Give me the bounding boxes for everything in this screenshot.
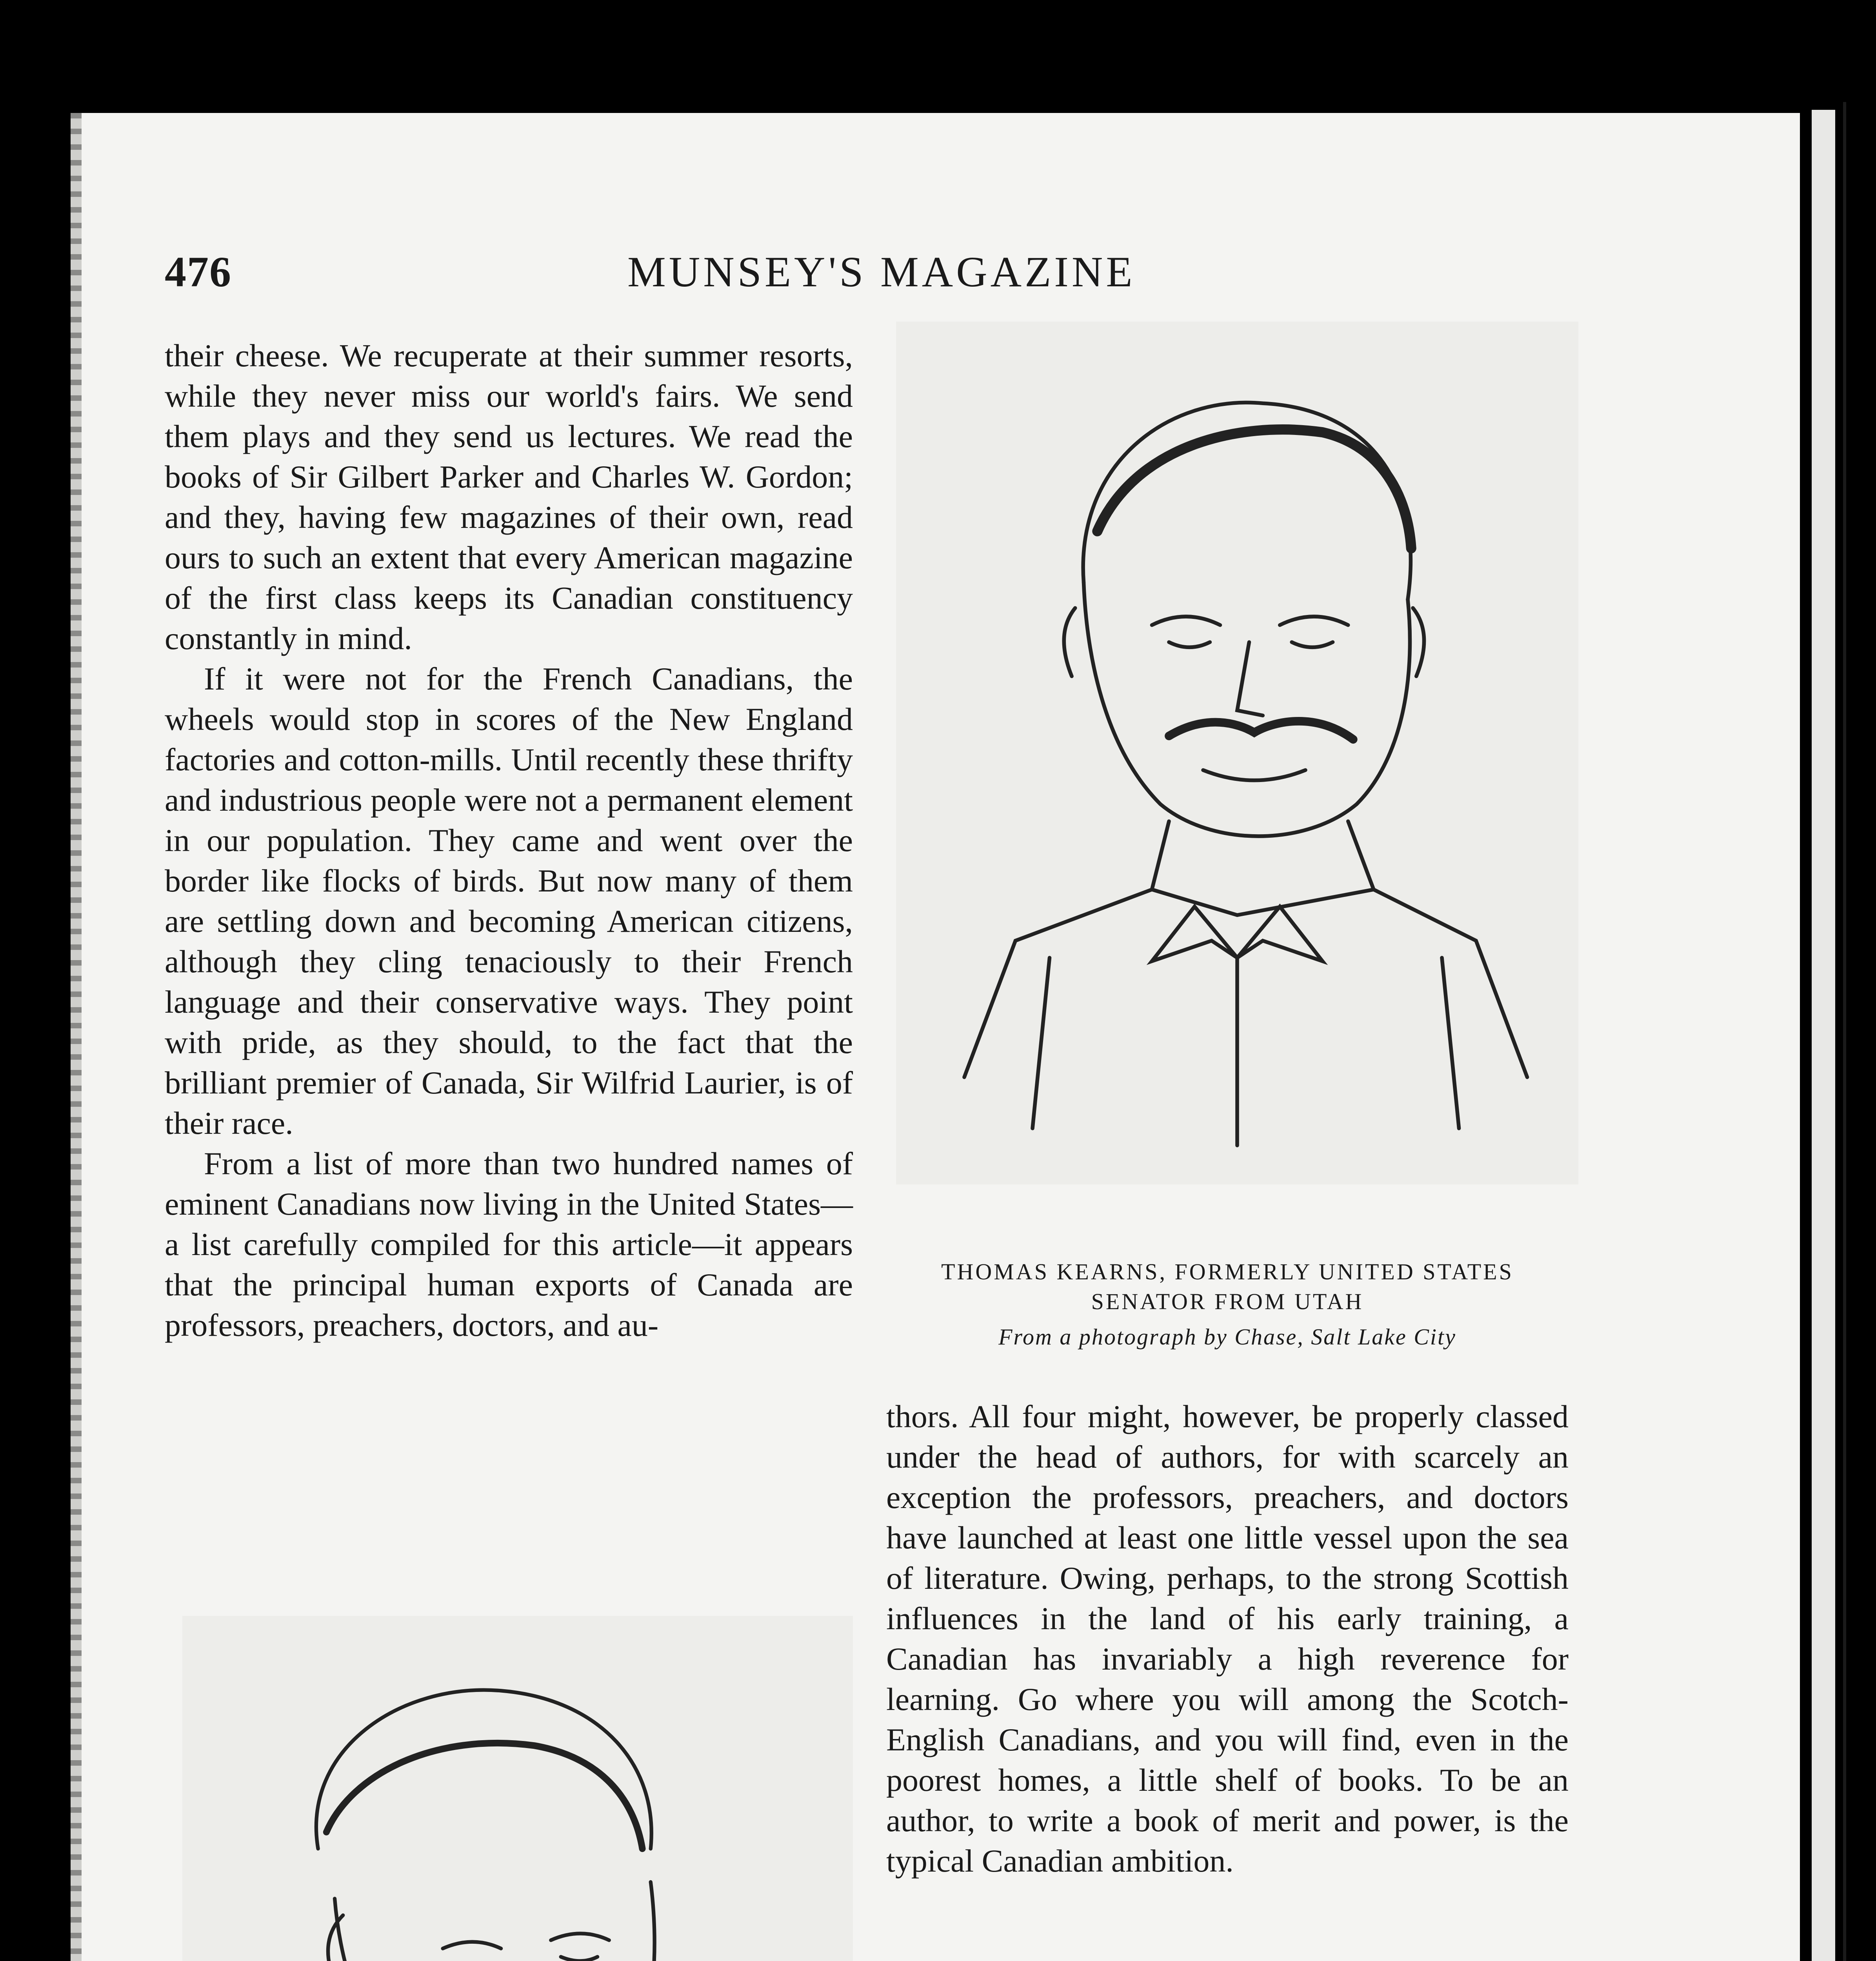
paragraph: From a list of more than two hundred names of eminent Canadians now living in the United States—a list carefully compiled for this article—it appears that the principal human exports of Canada are professors, preachers, doctors, and au-	[165, 1146, 853, 1343]
photo-credit-kearns: From a photograph by Chase, Salt Lake City	[998, 1324, 1456, 1350]
paragraph: their cheese. We recuperate at their summer resorts, while they never miss our world's fairs. We send them plays and they send us lectures. We read the books of Sir Gilbert Parker and Charles W. Gordon; and they, having few magazines of their own, read ours to such an extent that every American magazine of the first class keeps its Canadian constituency constantly in mind.	[165, 338, 853, 656]
figure-caption-kearns	[886, 1257, 1569, 1317]
portrait-sketch-mcmahon	[182, 1616, 853, 1961]
portrait-sketch-kearns	[896, 322, 1578, 1184]
magazine-title: MUNSEY'S MAGAZINE	[627, 248, 1136, 296]
portrait-thomas-kearns	[896, 322, 1578, 1184]
caption-line: SENATOR FROM UTAH	[1091, 1289, 1364, 1314]
portrait-martin-mcmahon	[182, 1616, 853, 1961]
page-binding-edge	[71, 113, 82, 1961]
paragraph: If it were not for the French Canadians, the wheels would stop in scores of the New England factories and cotton-mills. Until recently these thrifty and industrious people were not a permanent element in our population. They came and went over the border like flocks of birds. But now many of them are settling down and becoming American citizens, although they cling tenaciously to their French language and their conservative ways. They point with pride, as they should, to the fact that the brilliant premier of Canada, Sir Wilfrid Laurier, is of their race.	[165, 661, 853, 1141]
facing-page-edge	[1812, 110, 1835, 1961]
left-column-text	[165, 335, 853, 1345]
right-column-text	[886, 1396, 1569, 1881]
page-gutter-line	[1843, 102, 1846, 1961]
paragraph: thors. All four might, however, be properly classed under the head of authors, for with scarcely an exception the professors, preachers, and doctors have launched at least one little vessel upon the sea of literature. Owing, perhaps, to the strong Scottish influences in the land of his early training, a Canadian has invariably a high reverence for learning. Go where you will among the Scotch-English Canadians, and you will find, even in the poorest homes, a little shelf of books. To be an author, to write a book of merit and power, is the typical Canadian ambition.	[886, 1399, 1569, 1879]
page-number: 476	[165, 248, 232, 296]
caption-line: THOMAS KEARNS, FORMERLY UNITED STATES	[941, 1259, 1514, 1284]
